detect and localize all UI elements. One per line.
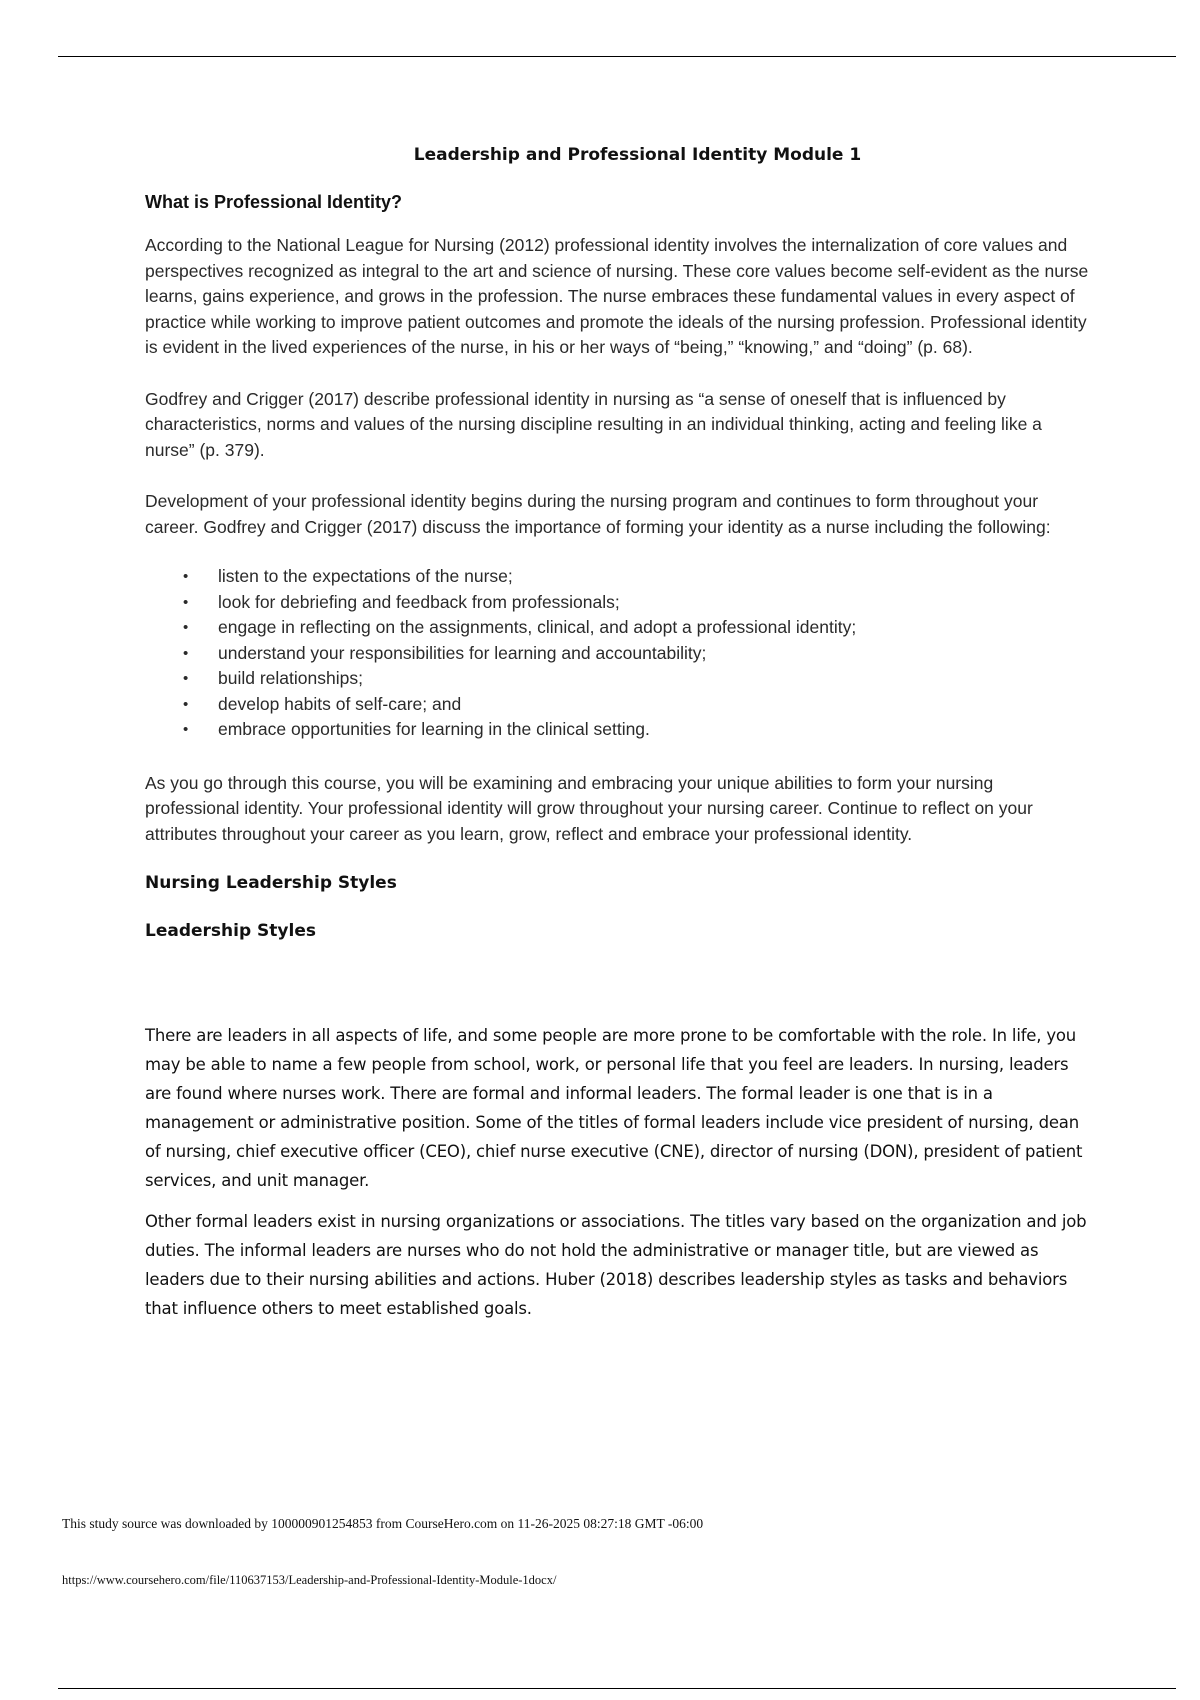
list-item-text: engage in reflecting on the assignments, clinical, and adopt a professional identity;	[218, 617, 857, 637]
bullet-icon: •	[183, 670, 189, 687]
source-url[interactable]: https://www.coursehero.com/file/110637153/Leadership-and-Professional-Identity-Module-1docx/	[62, 1573, 557, 1587]
bullet-icon: •	[183, 593, 189, 611]
bullet-icon: •	[183, 695, 189, 713]
document-body	[145, 145, 1090, 1335]
paragraph-nln-definition: According to the National League for Nursing (2012) professional identity involves the internalization of core values and perspectives recognized as integral to the art and science of nursing. These core values become self-evident as the nurse learns, gains experience, and grows in the profession. The nurse embraces these fundamental values in every aspect of practice while working to improve patient outcomes and promote the ideals of the nursing profession. Professional identity is evident in the lived experiences of the nurse, in his or her ways of “being,” “knowing,” and “doing” (p. 68).	[145, 235, 1089, 357]
list-item	[183, 666, 1090, 692]
list-item-text: look for debriefing and feedback from professionals;	[218, 591, 620, 612]
bullet-icon: •	[183, 619, 189, 636]
bullet-icon: •	[183, 644, 189, 662]
paragraph-godfrey-crigger-definition: Godfrey and Crigger (2017) describe professional identity in nursing as “a sense of oneself that is influenced by characteristics, norms and values of the nursing discipline resulting in an individual thinking, acting and feeling like a nurse” (p. 379).	[145, 388, 1042, 460]
list-item-text: understand your responsibilities for learning and accountability;	[218, 642, 707, 663]
section-heading-professional-identity: What is Professional Identity?	[145, 192, 403, 212]
paragraph-informal-leaders: Other formal leaders exist in nursing organizations or associations. The titles vary based on the organization and job duties. The informal leaders are nurses who do not hold the administrative or manager title, but are viewed as leaders due to their nursing abilities and actions. Huber (2018) describes leadership styles as tasks and behaviors that influence others to meet established goals.	[145, 1212, 1087, 1318]
list-item-text: build relationships;	[218, 668, 363, 688]
identity-forming-list	[145, 564, 1090, 743]
list-item	[183, 564, 1090, 590]
bottom-divider	[58, 1688, 1176, 1689]
bullet-icon: •	[183, 568, 189, 585]
bullet-icon: •	[183, 721, 189, 738]
download-source-note: This study source was downloaded by 100000901254853 from CourseHero.com on 11-26-2025 08:27:18 GMT -06:00	[62, 1516, 704, 1531]
list-item-text: listen to the expectations of the nurse;	[218, 566, 513, 586]
list-item	[183, 590, 1090, 616]
document-title: Leadership and Professional Identity Module 1	[413, 145, 862, 165]
paragraph-identity-development: Development of your professional identity begins during the nursing program and continues to form throughout your career. Godfrey and Crigger (2017) discuss the importance of forming your identity as a nurse including the following:	[145, 491, 1051, 537]
paragraph-formal-leaders: There are leaders in all aspects of life, and some people are more prone to be comfortable with the role. In life, you may be able to name a few people from school, work, or personal life that you feel are leaders. In nursing, leaders are found where nurses work. There are formal and informal leaders. The formal leader is one that is in a management or administrative position. Some of the titles of formal leaders include vice president of nursing, dean of nursing, chief executive officer (CEO), chief nurse executive (CNE), director of nursing (DON), president of patient services, and unit manager.	[145, 1026, 1083, 1190]
top-divider	[58, 56, 1176, 57]
list-item	[183, 615, 1090, 641]
list-item-text: embrace opportunities for learning in the clinical setting.	[218, 719, 650, 739]
paragraph-course-reflection: As you go through this course, you will be examining and embracing your unique abilities to form your nursing professional identity. Your professional identity will grow throughout your nursing career. Continue to reflect on your attributes throughout your career as you learn, grow, reflect and embrace your professional identity.	[145, 772, 1033, 844]
list-item	[183, 717, 1090, 743]
list-item	[183, 692, 1090, 718]
subheading-leadership-styles: Leadership Styles	[145, 921, 316, 941]
list-item-text: develop habits of self-care; and	[218, 693, 462, 714]
list-item	[183, 641, 1090, 667]
section-heading-nursing-leadership-styles: Nursing Leadership Styles	[145, 873, 397, 893]
